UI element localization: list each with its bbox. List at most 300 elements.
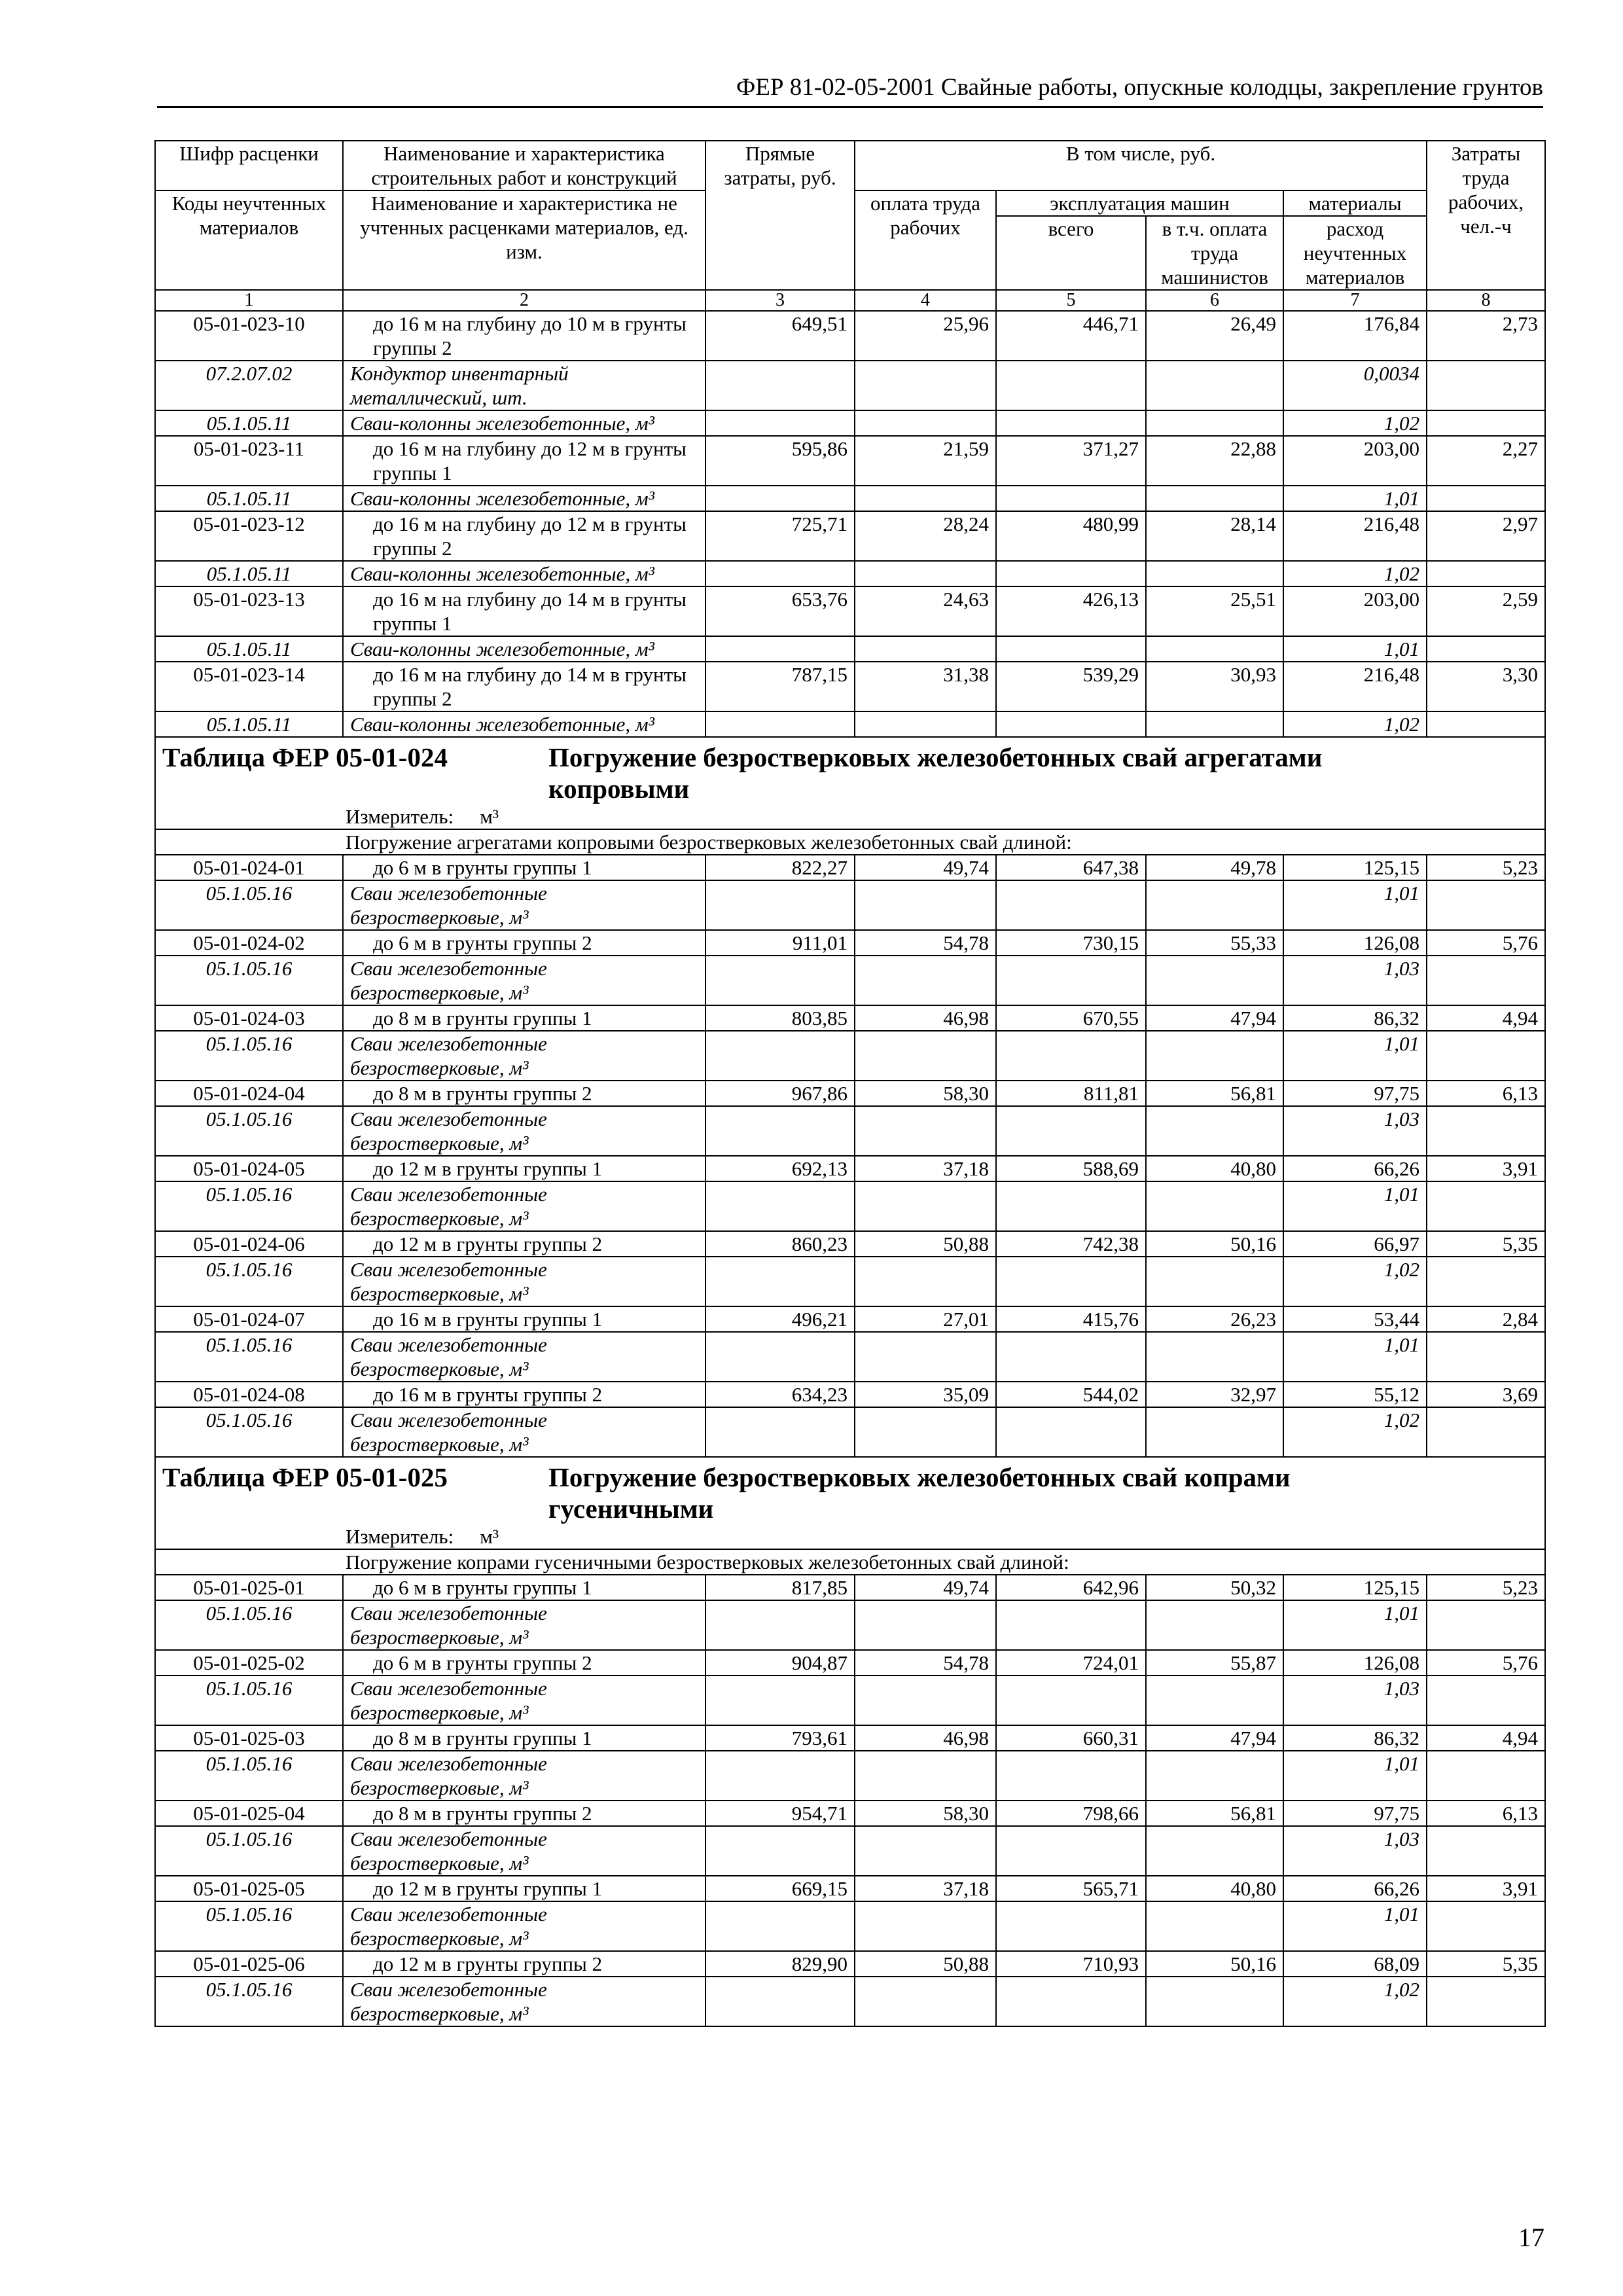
material-row (155, 410, 1545, 436)
col-number: 4 (855, 290, 996, 311)
empty-cell (705, 1600, 855, 1650)
value-c6: 22,88 (1146, 436, 1283, 486)
value-c6: 40,80 (1146, 1876, 1283, 1901)
rate-code: 05-01-025-03 (155, 1725, 343, 1751)
work-name: до 8 м в грунты группы 2 (343, 1081, 705, 1106)
value-c7: 203,00 (1283, 586, 1427, 636)
material-qty: 1,01 (1283, 486, 1427, 511)
material-name: Сваи-колонны железобетонные, м³ (343, 486, 705, 511)
material-row (155, 1407, 1545, 1457)
col-3-header: Прямые затраты, руб. (705, 141, 855, 290)
empty-cell (1427, 1257, 1545, 1306)
value-c6: 49,78 (1146, 855, 1283, 880)
work-name: до 12 м в грунты группы 2 (343, 1951, 705, 1977)
column-numbers-row (155, 290, 1545, 311)
value-c3: 911,01 (705, 930, 855, 956)
value-c4: 46,98 (855, 1005, 996, 1031)
empty-cell (855, 1031, 996, 1081)
table-row (155, 1005, 1545, 1031)
material-qty: 1,01 (1283, 880, 1427, 930)
value-c5: 710,93 (996, 1951, 1146, 1977)
material-name: Сваи-колонны железобетонные, м³ (343, 410, 705, 436)
empty-cell (1146, 1600, 1283, 1650)
material-name: Кондуктор инвентарный металлический, шт. (343, 361, 705, 410)
table-row (155, 1231, 1545, 1257)
rate-code: 05-01-024-01 (155, 855, 343, 880)
empty-cell (705, 1826, 855, 1876)
value-c5: 544,02 (996, 1382, 1146, 1407)
empty-cell (1427, 1826, 1545, 1876)
empty-cell (855, 1257, 996, 1306)
material-code: 05.1.05.11 (155, 711, 343, 737)
empty-cell (1146, 711, 1283, 737)
value-c8: 2,73 (1427, 311, 1545, 361)
col-number: 1 (155, 290, 343, 311)
work-name: до 6 м в грунты группы 2 (343, 1650, 705, 1676)
empty-cell (855, 636, 996, 662)
empty-cell (1427, 1600, 1545, 1650)
empty-cell (705, 880, 855, 930)
table-row (155, 511, 1545, 561)
value-c7: 126,08 (1283, 1650, 1427, 1676)
material-code: 05.1.05.16 (155, 1901, 343, 1951)
empty-cell (1427, 1676, 1545, 1725)
material-name: Сваи железобетонные безростверковые, м³ (343, 1031, 705, 1081)
value-c3: 954,71 (705, 1801, 855, 1826)
empty-cell (996, 1977, 1146, 2026)
rate-code: 05-01-024-04 (155, 1081, 343, 1106)
rate-code: 05-01-025-02 (155, 1650, 343, 1676)
value-c7: 125,15 (1283, 1575, 1427, 1600)
empty-cell (705, 1257, 855, 1306)
empty-cell (996, 361, 1146, 410)
value-c6: 50,32 (1146, 1575, 1283, 1600)
empty-cell (1146, 1181, 1283, 1231)
table-row (155, 1382, 1545, 1407)
material-qty: 1,01 (1283, 1600, 1427, 1650)
work-name: до 12 м в грунты группы 2 (343, 1231, 705, 1257)
material-code: 07.2.07.02 (155, 361, 343, 410)
material-name: Сваи-колонны железобетонные, м³ (343, 636, 705, 662)
value-c5: 415,76 (996, 1306, 1146, 1332)
empty-cell (1146, 1901, 1283, 1951)
rate-code: 05-01-024-07 (155, 1306, 343, 1332)
value-c4: 49,74 (855, 855, 996, 880)
section-subtitle: Погружение агрегатами копровыми безростверковых железобетонных свай длиной: (155, 829, 1545, 855)
section-title-cell (155, 1457, 1545, 1524)
material-row (155, 711, 1545, 737)
empty-cell (705, 486, 855, 511)
empty-cell (996, 1257, 1146, 1306)
empty-cell (1427, 1407, 1545, 1457)
value-c7: 203,00 (1283, 436, 1427, 486)
col-2-top: Наименование и характеристика строительных работ и конструкций (343, 141, 705, 190)
empty-cell (1427, 1332, 1545, 1382)
empty-cell (1146, 880, 1283, 930)
col-8-header: Затраты труда рабочих, чел.-ч (1427, 141, 1545, 290)
section-heading (155, 737, 1545, 804)
empty-cell (1427, 636, 1545, 662)
empty-cell (996, 1600, 1146, 1650)
empty-cell (1146, 561, 1283, 586)
material-code: 05.1.05.16 (155, 1676, 343, 1725)
value-c7: 216,48 (1283, 511, 1427, 561)
rate-code: 05-01-024-06 (155, 1231, 343, 1257)
value-c6: 47,94 (1146, 1005, 1283, 1031)
page-header: ФЕР 81-02-05-2001 Свайные работы, опускные колодцы, закрепление грунтов (157, 73, 1543, 108)
value-c8: 2,59 (1427, 586, 1545, 636)
table-row (155, 1876, 1545, 1901)
value-c7: 125,15 (1283, 855, 1427, 880)
value-c4: 27,01 (855, 1306, 996, 1332)
value-c7: 97,75 (1283, 1081, 1427, 1106)
table-row (155, 1306, 1545, 1332)
empty-cell (996, 1106, 1146, 1156)
empty-cell (705, 1901, 855, 1951)
value-c8: 3,91 (1427, 1876, 1545, 1901)
empty-cell (1427, 1106, 1545, 1156)
material-code: 05.1.05.11 (155, 636, 343, 662)
page-number: 17 (1518, 2223, 1544, 2252)
empty-cell (1146, 486, 1283, 511)
value-c3: 634,23 (705, 1382, 855, 1407)
empty-cell (1146, 1031, 1283, 1081)
table-row (155, 662, 1545, 711)
material-code: 05.1.05.16 (155, 1826, 343, 1876)
material-row (155, 1332, 1545, 1382)
empty-cell (996, 1826, 1146, 1876)
empty-cell (1427, 1977, 1545, 2026)
material-name: Сваи железобетонные безростверковые, м³ (343, 1751, 705, 1801)
value-c4: 37,18 (855, 1156, 996, 1181)
work-name: до 16 м на глубину до 12 м в грунты группы 2 (343, 511, 705, 561)
material-row (155, 880, 1545, 930)
material-code: 05.1.05.16 (155, 1106, 343, 1156)
value-c8: 2,27 (1427, 436, 1545, 486)
empty-cell (996, 880, 1146, 930)
value-c6: 25,51 (1146, 586, 1283, 636)
empty-cell (855, 1826, 996, 1876)
col-7-header: расход неучтенных материалов (1283, 216, 1427, 290)
rate-code: 05-01-025-05 (155, 1876, 343, 1901)
empty-cell (996, 1332, 1146, 1382)
work-name: до 6 м в грунты группы 2 (343, 930, 705, 956)
empty-cell (855, 1751, 996, 1801)
empty-cell (705, 1181, 855, 1231)
value-c4: 54,78 (855, 930, 996, 956)
material-qty: 0,0034 (1283, 361, 1427, 410)
empty-cell (996, 711, 1146, 737)
work-name: до 12 м в грунты группы 1 (343, 1876, 705, 1901)
value-c7: 126,08 (1283, 930, 1427, 956)
material-code: 05.1.05.16 (155, 1332, 343, 1382)
value-c7: 53,44 (1283, 1306, 1427, 1332)
empty-cell (1427, 1751, 1545, 1801)
value-c8: 2,84 (1427, 1306, 1545, 1332)
subtitle-row (155, 829, 1545, 855)
empty-cell (705, 1977, 855, 2026)
empty-cell (1146, 1106, 1283, 1156)
work-name: до 16 м в грунты группы 2 (343, 1382, 705, 1407)
empty-cell (1146, 1257, 1283, 1306)
material-name: Сваи железобетонные безростверковые, м³ (343, 1407, 705, 1457)
rate-code: 05-01-024-05 (155, 1156, 343, 1181)
table-row (155, 1156, 1545, 1181)
material-qty: 1,02 (1283, 1407, 1427, 1457)
empty-cell (1146, 361, 1283, 410)
measure-cell (155, 1524, 1545, 1549)
value-c6: 55,33 (1146, 930, 1283, 956)
material-row (155, 636, 1545, 662)
work-name: до 16 м на глубину до 10 м в грунты группы 2 (343, 311, 705, 361)
material-qty: 1,02 (1283, 711, 1427, 737)
col-4-header: оплата труда рабочих (855, 190, 996, 290)
empty-cell (855, 486, 996, 511)
empty-cell (855, 1332, 996, 1382)
material-qty: 1,03 (1283, 1676, 1427, 1725)
value-c5: 565,71 (996, 1876, 1146, 1901)
material-code: 05.1.05.16 (155, 1751, 343, 1801)
value-c3: 822,27 (705, 855, 855, 880)
value-c6: 56,81 (1146, 1081, 1283, 1106)
value-c4: 21,59 (855, 436, 996, 486)
material-qty: 1,01 (1283, 1901, 1427, 1951)
value-c3: 787,15 (705, 662, 855, 711)
material-name: Сваи железобетонные безростверковые, м³ (343, 1106, 705, 1156)
table-title: Погружение безростверковых железобетонных свай копрами гусеничными (548, 1462, 1291, 1524)
empty-cell (1146, 1826, 1283, 1876)
rate-code: 05-01-023-13 (155, 586, 343, 636)
material-code: 05.1.05.16 (155, 1977, 343, 2026)
empty-cell (996, 1031, 1146, 1081)
value-c8: 4,94 (1427, 1725, 1545, 1751)
col-5-header: всего (996, 216, 1146, 290)
rate-code: 05-01-023-12 (155, 511, 343, 561)
value-c6: 56,81 (1146, 1801, 1283, 1826)
rate-code: 05-01-023-14 (155, 662, 343, 711)
material-row (155, 1901, 1545, 1951)
empty-cell (1427, 361, 1545, 410)
value-c5: 371,27 (996, 436, 1146, 486)
subtitle-row (155, 1549, 1545, 1575)
measure-unit: м³ (480, 805, 499, 828)
empty-cell (855, 1407, 996, 1457)
section-title-cell (155, 737, 1545, 804)
material-qty: 1,01 (1283, 636, 1427, 662)
empty-cell (855, 1600, 996, 1650)
value-c6: 50,16 (1146, 1231, 1283, 1257)
material-qty: 1,02 (1283, 561, 1427, 586)
empty-cell (1146, 636, 1283, 662)
material-qty: 1,02 (1283, 410, 1427, 436)
empty-cell (996, 1676, 1146, 1725)
empty-cell (705, 1106, 855, 1156)
material-qty: 1,01 (1283, 1031, 1427, 1081)
empty-cell (1427, 711, 1545, 737)
material-row (155, 486, 1545, 511)
empty-cell (996, 636, 1146, 662)
value-c3: 793,61 (705, 1725, 855, 1751)
empty-cell (1427, 956, 1545, 1005)
material-code: 05.1.05.11 (155, 486, 343, 511)
empty-cell (855, 1901, 996, 1951)
empty-cell (996, 1407, 1146, 1457)
value-c4: 31,38 (855, 662, 996, 711)
value-c3: 649,51 (705, 311, 855, 361)
material-code: 05.1.05.16 (155, 1257, 343, 1306)
value-c7: 55,12 (1283, 1382, 1427, 1407)
material-name: Сваи железобетонные безростверковые, м³ (343, 1901, 705, 1951)
value-c5: 730,15 (996, 930, 1146, 956)
material-name: Сваи железобетонные безростверковые, м³ (343, 880, 705, 930)
table-body (155, 141, 1545, 2026)
empty-cell (855, 1106, 996, 1156)
table-row (155, 1575, 1545, 1600)
empty-cell (996, 486, 1146, 511)
col-number: 3 (705, 290, 855, 311)
value-c5: 670,55 (996, 1005, 1146, 1031)
empty-cell (855, 561, 996, 586)
work-name: до 6 м в грунты группы 1 (343, 1575, 705, 1600)
material-name: Сваи железобетонные безростверковые, м³ (343, 1332, 705, 1382)
material-row (155, 361, 1545, 410)
empty-cell (705, 1676, 855, 1725)
value-c6: 26,23 (1146, 1306, 1283, 1332)
material-name: Сваи-колонны железобетонные, м³ (343, 561, 705, 586)
value-c8: 5,76 (1427, 930, 1545, 956)
material-qty: 1,01 (1283, 1332, 1427, 1382)
material-code: 05.1.05.16 (155, 956, 343, 1005)
measure-label: Измеритель: (346, 1525, 454, 1548)
measure-unit: м³ (480, 1525, 499, 1548)
material-name: Сваи железобетонные безростверковые, м³ (343, 1600, 705, 1650)
empty-cell (1427, 410, 1545, 436)
value-c4: 35,09 (855, 1382, 996, 1407)
material-name: Сваи железобетонные безростверковые, м³ (343, 956, 705, 1005)
measure-row (155, 1524, 1545, 1549)
value-c5: 660,31 (996, 1725, 1146, 1751)
value-c3: 653,76 (705, 586, 855, 636)
value-c4: 37,18 (855, 1876, 996, 1901)
empty-cell (705, 1407, 855, 1457)
value-c4: 25,96 (855, 311, 996, 361)
value-c8: 5,23 (1427, 1575, 1545, 1600)
empty-cell (705, 1332, 855, 1382)
rate-code: 05-01-025-01 (155, 1575, 343, 1600)
col-6-header: в т.ч. оплата труда машинистов (1146, 216, 1283, 290)
value-c7: 66,26 (1283, 1876, 1427, 1901)
material-row (155, 1977, 1545, 2026)
material-row (155, 1257, 1545, 1306)
empty-cell (1146, 956, 1283, 1005)
table-title: Погружение безростверковых железобетонных свай агрегатами копровыми (548, 742, 1323, 804)
empty-cell (1427, 561, 1545, 586)
value-c3: 725,71 (705, 511, 855, 561)
work-name: до 8 м в грунты группы 1 (343, 1005, 705, 1031)
empty-cell (705, 410, 855, 436)
material-name: Сваи железобетонные безростверковые, м³ (343, 1181, 705, 1231)
value-c4: 50,88 (855, 1951, 996, 1977)
col-number: 6 (1146, 290, 1283, 311)
table-row (155, 1650, 1545, 1676)
table-row (155, 1725, 1545, 1751)
section-heading (155, 1457, 1545, 1524)
material-code: 05.1.05.16 (155, 1181, 343, 1231)
table-row (155, 1801, 1545, 1826)
material-qty: 1,01 (1283, 1181, 1427, 1231)
material-code: 05.1.05.16 (155, 1031, 343, 1081)
value-c4: 49,74 (855, 1575, 996, 1600)
work-name: до 16 м на глубину до 14 м в грунты группы 1 (343, 586, 705, 636)
empty-cell (996, 1901, 1146, 1951)
value-c5: 724,01 (996, 1650, 1146, 1676)
empty-cell (1427, 1181, 1545, 1231)
value-c7: 86,32 (1283, 1005, 1427, 1031)
material-row (155, 1031, 1545, 1081)
work-name: до 16 м на глубину до 14 м в грунты группы 2 (343, 662, 705, 711)
empty-cell (705, 1751, 855, 1801)
value-c8: 3,91 (1427, 1156, 1545, 1181)
value-c8: 4,94 (1427, 1005, 1545, 1031)
table-label: Таблица ФЕР 05-01-024 (162, 742, 448, 772)
empty-cell (996, 1181, 1146, 1231)
table-row (155, 1081, 1545, 1106)
value-c3: 829,90 (705, 1951, 855, 1977)
work-name: до 6 м в грунты группы 1 (343, 855, 705, 880)
value-c5: 742,38 (996, 1231, 1146, 1257)
material-row (155, 1751, 1545, 1801)
empty-cell (855, 361, 996, 410)
material-qty: 1,03 (1283, 1826, 1427, 1876)
work-name: до 16 м на глубину до 12 м в грунты группы 1 (343, 436, 705, 486)
material-qty: 1,02 (1283, 1257, 1427, 1306)
empty-cell (1146, 1407, 1283, 1457)
value-c7: 176,84 (1283, 311, 1427, 361)
material-name: Сваи железобетонные безростверковые, м³ (343, 1826, 705, 1876)
empty-cell (1146, 1977, 1283, 2026)
value-c8: 5,76 (1427, 1650, 1545, 1676)
material-name: Сваи железобетонные безростверковые, м³ (343, 1676, 705, 1725)
value-c5: 811,81 (996, 1081, 1146, 1106)
value-c3: 595,86 (705, 436, 855, 486)
empty-cell (1146, 410, 1283, 436)
empty-cell (705, 361, 855, 410)
material-code: 05.1.05.16 (155, 1600, 343, 1650)
table-row (155, 436, 1545, 486)
materials-header: материалы (1283, 190, 1427, 216)
empty-cell (705, 711, 855, 737)
empty-cell (1146, 1332, 1283, 1382)
value-c4: 28,24 (855, 511, 996, 561)
value-c8: 5,23 (1427, 855, 1545, 880)
value-c7: 97,75 (1283, 1801, 1427, 1826)
empty-cell (1146, 1751, 1283, 1801)
value-c4: 50,88 (855, 1231, 996, 1257)
empty-cell (705, 636, 855, 662)
value-c7: 66,97 (1283, 1231, 1427, 1257)
value-c4: 58,30 (855, 1801, 996, 1826)
material-row (155, 1600, 1545, 1650)
rate-code: 05-01-023-11 (155, 436, 343, 486)
value-c3: 967,86 (705, 1081, 855, 1106)
value-c3: 692,13 (705, 1156, 855, 1181)
empty-cell (996, 410, 1146, 436)
value-c6: 28,14 (1146, 511, 1283, 561)
rate-code: 05-01-024-08 (155, 1382, 343, 1407)
material-name: Сваи железобетонные безростверковые, м³ (343, 1977, 705, 2026)
value-c5: 426,13 (996, 586, 1146, 636)
value-c8: 2,97 (1427, 511, 1545, 561)
